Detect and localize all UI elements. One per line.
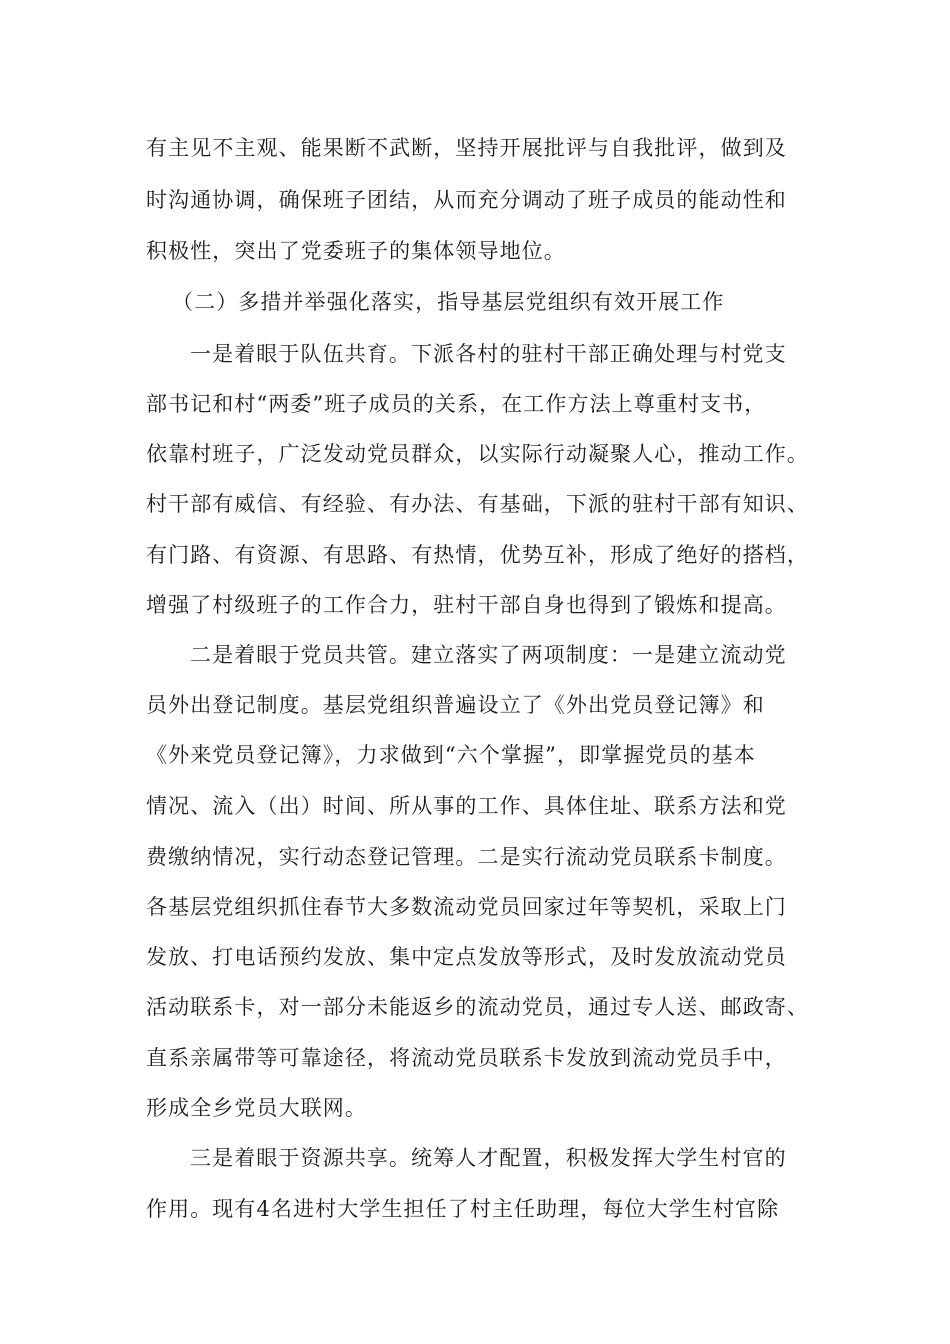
text-line: 员外出登记制度。基层党组织普遍设立了《外出党员登记簿》和 [146, 693, 765, 717]
text-line: 各基层党组织抓住春节大多数流动党员回家过年等契机，采取上门 [146, 895, 787, 919]
text-line: 费缴纳情况，实行动态登记管理。二是实行流动党员联系卡制度。 [146, 845, 787, 869]
text-line: 有主见不主观、能果断不武断，坚持开展批评与自我批评，做到及 [146, 136, 787, 160]
text-line: 形成全乡党员大联网。 [146, 1096, 367, 1120]
paragraph-first-line: 三是着眼于资源共享。统筹人才配置，积极发挥大学生村官的 [190, 1146, 787, 1170]
text-line: 积极性，突出了党委班子的集体领导地位。 [146, 239, 566, 263]
text-line: 时沟通协调，确保班子团结，从而充分调动了班子成员的能动性和 [146, 188, 787, 212]
text-line: 部书记和村“两委”班子成员的关系，在工作方法上尊重村支书， [146, 392, 767, 416]
section-heading: （二）多措并举强化落实，指导基层党组织有效开展工作 [172, 290, 725, 314]
text-line: 直系亲属带等可靠途径，将流动党员联系卡发放到流动党员手中， [146, 1046, 787, 1070]
text-line: 活动联系卡，对一部分未能返乡的流动党员，通过专人送、邮政寄、 [146, 995, 809, 1019]
text-line: 《外来党员登记簿》，力求做到“六个掌握”，即掌握党员的基本 [146, 743, 756, 767]
text-line: 增强了村级班子的工作合力，驻村干部自身也得到了锻炼和提高。 [146, 593, 787, 617]
text-line: 村干部有威信、有经验、有办法、有基础，下派的驻村干部有知识、 [146, 492, 809, 516]
paragraph-first-line: 二是着眼于党员共管。建立落实了两项制度：一是建立流动党 [190, 643, 787, 667]
text-line: 情况、流入（出）时间、所从事的工作、具体住址、联系方法和党 [146, 794, 787, 818]
text-line: 作用。现有4名进村大学生担任了村主任助理，每位大学生村官除 [146, 1197, 780, 1221]
text-line: 有门路、有资源、有思路、有热情，优势互补，形成了绝好的搭档， [146, 543, 809, 567]
text-line: 依靠村班子，广泛发动党员群众，以实际行动凝聚人心，推动工作。 [146, 442, 809, 466]
text-line: 发放、打电话预约发放、集中定点发放等形式，及时发放流动党员 [146, 945, 787, 969]
paragraph-first-line: 一是着眼于队伍共育。下派各村的驻村干部正确处理与村党支 [190, 342, 787, 366]
